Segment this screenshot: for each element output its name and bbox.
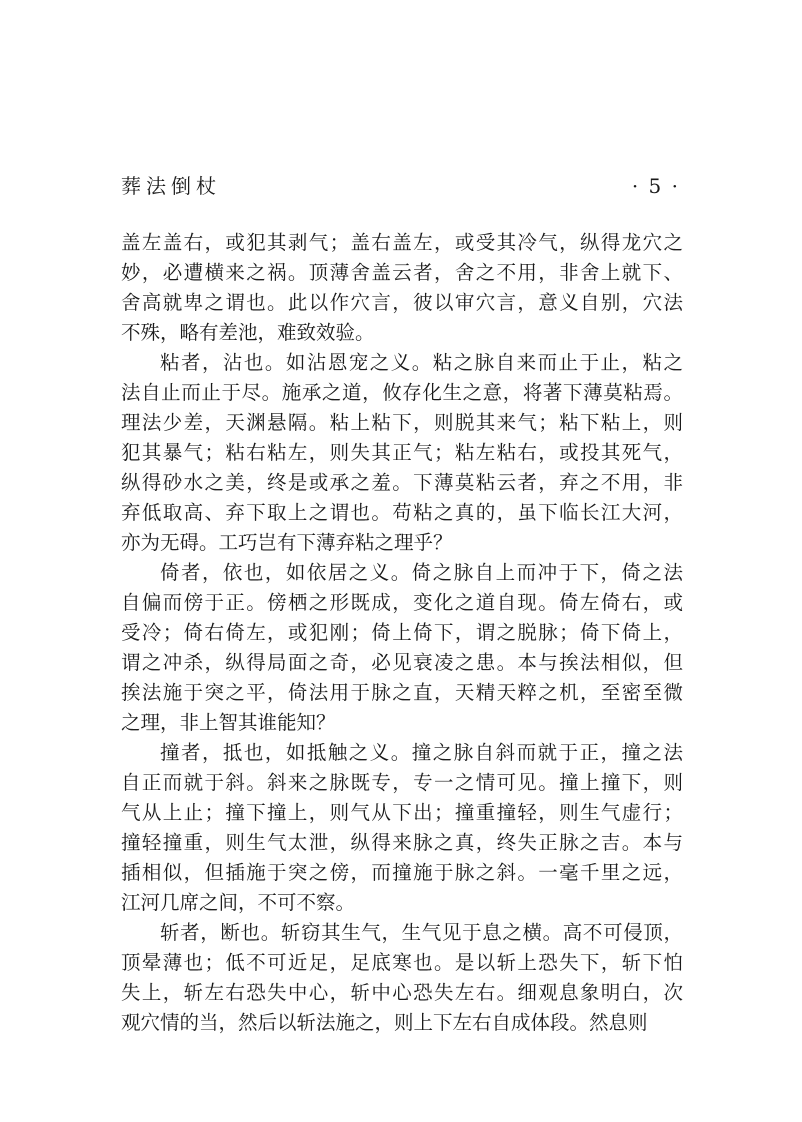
- text-line: 盖左盖右，或犯其剥气；盖右盖左，或受其冷气，纵得龙穴之: [121, 231, 683, 254]
- running-header: [121, 172, 682, 200]
- text-line: 犯其暴气；粘右粘左，则失其正气；粘左粘右，或投其死气，: [121, 441, 683, 464]
- paragraph: [121, 228, 683, 348]
- book-title: 葬法倒杖: [121, 174, 221, 198]
- paragraph: [121, 738, 683, 918]
- text-line: 不殊，略有差池，难致效验。: [121, 321, 375, 344]
- text-line: 妙，必遭横来之祸。顶薄舍盖云者，舍之不用，非舍上就下、: [121, 261, 683, 284]
- text-line: 失上，斩左右恐失中心，斩中心恐失左右。细观息象明白，次: [121, 981, 683, 1004]
- paragraph: [121, 918, 683, 1038]
- text-line: 粘者，沾也。如沾恩宠之义。粘之脉自来而止于止，粘之: [160, 351, 683, 374]
- text-line: 自偏而傍于正。傍栖之形既成，变化之道自现。倚左倚右，或: [121, 591, 683, 614]
- text-line: 顶晕薄也；低不可近足，足底寒也。是以斩上恐失下，斩下怕: [121, 951, 683, 974]
- text-line: 斩者，断也。斩窃其生气，生气见于息之横。高不可侵顶，: [160, 921, 683, 944]
- text-line: 理法少差，天渊悬隔。粘上粘下，则脱其来气；粘下粘上，则: [121, 411, 683, 434]
- text-line: 纵得砂水之美，终是或承之羞。下薄莫粘云者，弃之不用，非: [121, 471, 683, 494]
- text-line: 观穴情的当，然后以斩法施之，则上下左右自成体段。然息则: [121, 1011, 648, 1034]
- text-line: 插相似，但插施于突之傍，而撞施于脉之斜。一毫千里之远，: [121, 861, 683, 884]
- text-line: 法自止而止于尽。施承之道，攸存化生之意，将著下薄莫粘焉。: [121, 381, 683, 404]
- text-line: 挨法施于突之平，倚法用于脉之直，天精天粹之机，至密至微: [121, 681, 683, 704]
- paragraph: [121, 348, 683, 558]
- text-line: 舍高就卑之谓也。此以作穴言，彼以审穴言，意义自别，穴法: [121, 291, 683, 314]
- page-number: · 5 ·: [631, 174, 680, 198]
- text-line: 弃低取高、弃下取上之谓也。苟粘之真的，虽下临长江大河，: [121, 501, 683, 524]
- text-line: 受冷；倚右倚左，或犯刚；倚上倚下，谓之脱脉；倚下倚上，: [121, 621, 683, 644]
- text-line: 自正而就于斜。斜来之脉既专，专一之情可见。撞上撞下，则: [121, 771, 683, 794]
- text-line: 撞者，抵也，如抵触之义。撞之脉自斜而就于正，撞之法: [160, 741, 683, 764]
- text-line: 谓之冲杀，纵得局面之奇，必见衰凌之患。本与挨法相似，但: [121, 651, 683, 674]
- text-line: 亦为无碍。工巧岂有下薄弃粘之理乎？: [121, 531, 453, 554]
- paragraph: [121, 558, 683, 738]
- text-line: 之理，非上智其谁能知？: [121, 711, 336, 734]
- text-line: 撞轻撞重，则生气太泄，纵得来脉之真，终失正脉之吉。本与: [121, 831, 683, 854]
- text-line: 江河几席之间，不可不察。: [121, 891, 356, 914]
- body-text: [121, 228, 683, 1038]
- text-line: 气从上止；撞下撞上，则气从下出；撞重撞轻，则生气虚行；: [121, 801, 683, 824]
- text-line: 倚者，依也，如依居之义。倚之脉自上而冲于下，倚之法: [160, 561, 683, 584]
